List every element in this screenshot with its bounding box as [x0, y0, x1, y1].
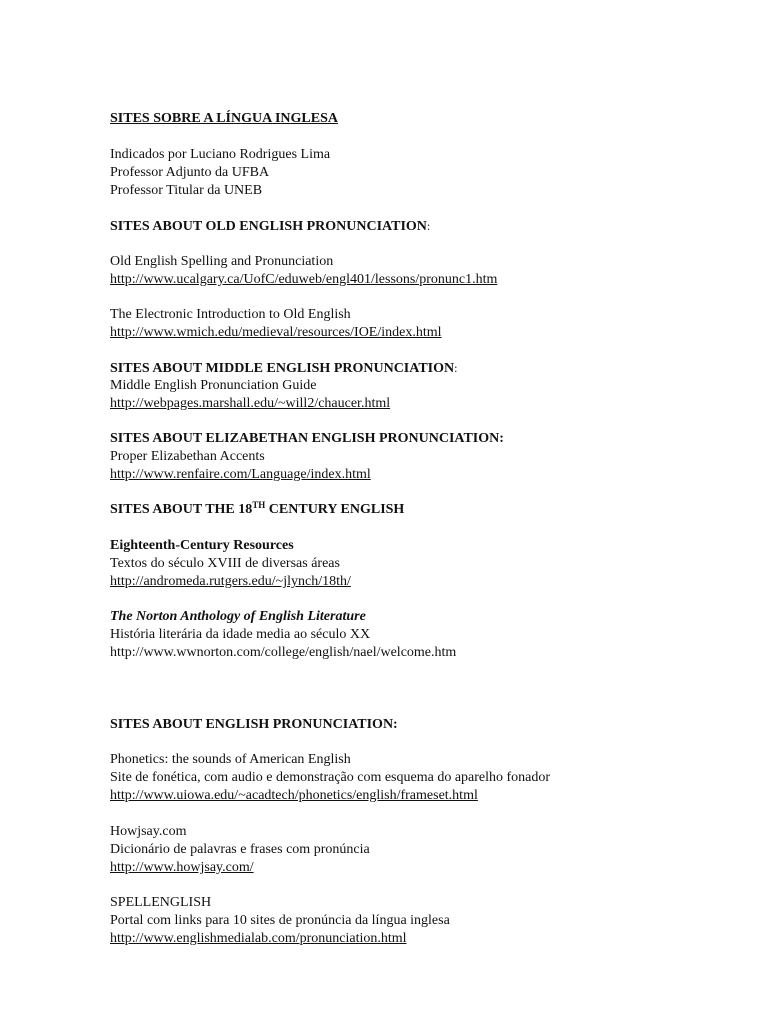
- eighteenth-site2-desc: História literária da idade media ao século XX: [110, 627, 371, 642]
- pronunciation-site1-desc: Site de fonética, com audio e demonstração com esquema do aparelho fonador: [110, 770, 551, 785]
- middle-english-site1-title: Middle English Pronunciation Guide: [110, 378, 317, 393]
- eighteenth-heading-superscript: TH: [252, 500, 266, 510]
- old-english-site2-url[interactable]: http://www.wmich.edu/medieval/resources/IOE/index.html: [110, 325, 442, 340]
- middle-english-site1-link[interactable]: [110, 395, 390, 413]
- elizabethan-site1-url[interactable]: http://www.renfaire.com/Language/index.html: [110, 467, 371, 482]
- eighteenth-site1-title: Eighteenth-Century Resources: [110, 538, 294, 553]
- old-english-site1-title: Old English Spelling and Pronunciation: [110, 254, 334, 269]
- pronunciation-site2-title: Howjsay.com: [110, 824, 187, 839]
- author-position-ufba: Professor Adjunto da UFBA: [110, 165, 270, 180]
- eighteenth-site2-title: The Norton Anthology of English Literature: [110, 609, 366, 624]
- middle-english-heading: [110, 359, 457, 378]
- eighteenth-site1-desc: Textos do século XVIII de diversas áreas: [110, 556, 340, 571]
- old-english-site1-url[interactable]: http://www.ucalgary.ca/UofC/eduweb/engl401/lessons/pronunc1.htm: [110, 272, 498, 287]
- pronunciation-site3-url[interactable]: http://www.englishmedialab.com/pronunciation.html: [110, 931, 407, 946]
- middle-english-heading-colon: :: [454, 361, 458, 375]
- pronunciation-site3-desc: Portal com links para 10 sites de pronúncia da língua inglesa: [110, 913, 450, 928]
- author-position-uneb: Professor Titular da UNEB: [110, 183, 263, 198]
- elizabethan-heading: SITES ABOUT ELIZABETHAN ENGLISH PRONUNCIATION:: [110, 431, 504, 446]
- pronunciation-site1-link[interactable]: [110, 787, 478, 805]
- author-line: Indicados por Luciano Rodrigues Lima: [110, 147, 331, 162]
- document-title: SITES SOBRE A LÍNGUA INGLESA: [110, 111, 338, 126]
- pronunciation-site3-link[interactable]: [110, 930, 407, 948]
- eighteenth-site1-link[interactable]: [110, 573, 351, 591]
- middle-english-heading-text: SITES ABOUT MIDDLE ENGLISH PRONUNCIATION: [110, 361, 455, 376]
- eighteenth-century-heading: [110, 501, 404, 519]
- pronunciation-heading: SITES ABOUT ENGLISH PRONUNCIATION:: [110, 717, 398, 732]
- old-english-site1-link[interactable]: [110, 271, 497, 289]
- eighteenth-heading-pre: SITES ABOUT THE 18: [110, 502, 253, 517]
- pronunciation-site1-title: Phonetics: the sounds of American English: [110, 752, 351, 767]
- eighteenth-heading-post: CENTURY ENGLISH: [265, 502, 405, 517]
- old-english-site2-link[interactable]: [110, 324, 442, 342]
- pronunciation-site2-url[interactable]: http://www.howjsay.com/: [110, 860, 254, 875]
- eighteenth-site1-url[interactable]: http://andromeda.rutgers.edu/~jlynch/18th/: [110, 574, 351, 589]
- pronunciation-site1-url[interactable]: http://www.uiowa.edu/~acadtech/phonetics/english/frameset.html: [110, 788, 478, 803]
- old-english-heading: [110, 217, 430, 236]
- elizabethan-site1-title: Proper Elizabethan Accents: [110, 449, 265, 464]
- old-english-heading-text: SITES ABOUT OLD ENGLISH PRONUNCIATION: [110, 219, 427, 234]
- eighteenth-site2-url: http://www.wwnorton.com/college/english/nael/welcome.htm: [110, 645, 457, 660]
- old-english-heading-colon: :: [426, 219, 431, 233]
- pronunciation-site3-title: SPELLENGLISH: [110, 895, 212, 910]
- pronunciation-site2-link[interactable]: [110, 859, 254, 877]
- pronunciation-site2-desc: Dicionário de palavras e frases com pronúncia: [110, 842, 370, 857]
- old-english-site2-title: The Electronic Introduction to Old English: [110, 307, 351, 322]
- middle-english-site1-url[interactable]: http://webpages.marshall.edu/~will2/chaucer.html: [110, 396, 391, 411]
- elizabethan-site1-link[interactable]: [110, 466, 371, 484]
